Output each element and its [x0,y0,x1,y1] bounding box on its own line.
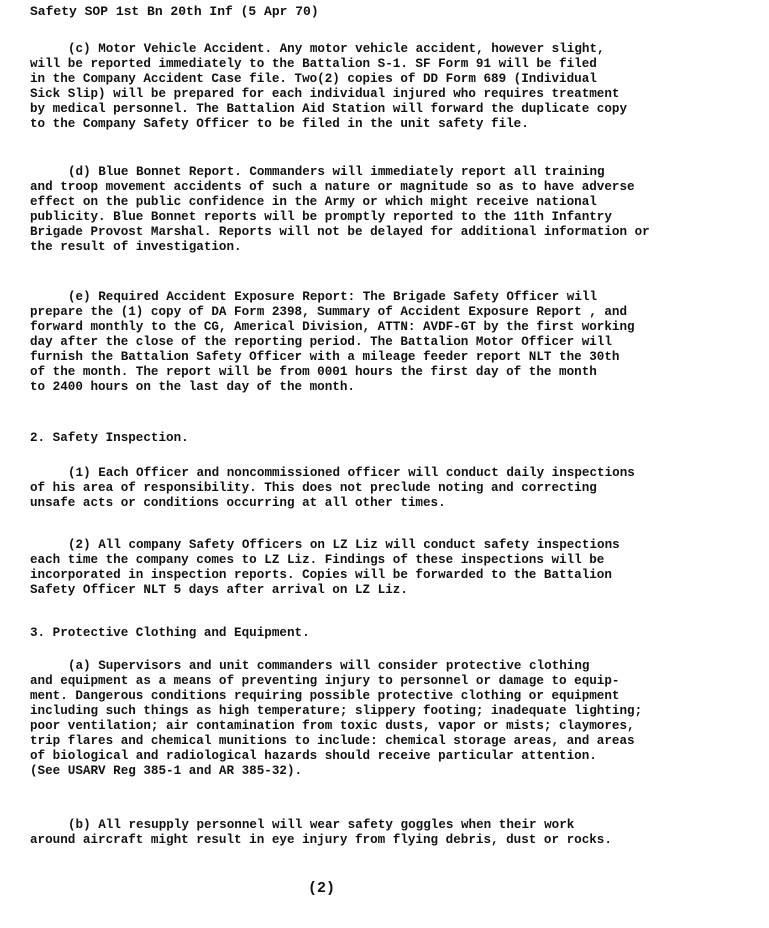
paragraph-line: (a) Supervisors and unit commanders will consider protective clothing [68,659,590,673]
paragraph-line: (1) Each Officer and noncommissioned officer will conduct daily inspections [68,466,635,480]
paragraph-line: incorporated in inspection reports. Copies will be forwarded to the Battalion [30,568,612,582]
paragraph-line: poor ventilation; air contamination from toxic dusts, vapor or mists; claymores, [30,719,635,733]
paragraph-line: of biological and radiological hazards should receive particular attention. [30,749,597,763]
paragraph-line: to 2400 hours on the last day of the month. [30,380,355,394]
paragraph-2-2 [30,538,755,598]
paragraph-line: will be reported immediately to the Battalion S-1. SF Form 91 will be filed [30,57,597,71]
paragraph-d [30,165,755,255]
paragraph-c [30,42,755,132]
section-heading-protective-clothing: 3. Protective Clothing and Equipment. [30,626,310,640]
paragraph-line: furnish the Battalion Safety Officer with a mileage feeder report NLT the 30th [30,350,620,364]
paragraph-line: ment. Dangerous conditions requiring possible protective clothing or equipment [30,689,620,703]
paragraph-line: in the Company Accident Case file. Two(2) copies of DD Form 689 (Individual [30,72,597,86]
paragraph-line: publicity. Blue Bonnet reports will be promptly reported to the 11th Infantry [30,210,612,224]
paragraph-line: including such things as high temperature; slippery footing; inadequate lighting; [30,704,643,718]
paragraph-line: the result of investigation. [30,240,242,254]
paragraph-line: forward monthly to the CG, Americal Division, ATTN: AVDF-GT by the first working [30,320,635,334]
paragraph-line: and troop movement accidents of such a nature or magnitude so as to have adverse [30,180,635,194]
paragraph-line: of the month. The report will be from 0001 hours the first day of the month [30,365,597,379]
paragraph-2-1 [30,466,755,511]
paragraph-line: (See USARV Reg 385-1 and AR 385-32). [30,764,303,778]
paragraph-line: prepare the (1) copy of DA Form 2398, Summary of Accident Exposure Report , and [30,305,628,319]
paragraph-line: unsafe acts or conditions occurring at all other times. [30,496,446,510]
paragraph-line: to the Company Safety Officer to be filed in the unit safety file. [30,117,529,131]
paragraph-line: and equipment as a means of preventing injury to personnel or damage to equip- [30,674,620,688]
paragraph-line: of his area of responsibility. This does not preclude noting and correcting [30,481,597,495]
paragraph-line: (d) Blue Bonnet Report. Commanders will immediately report all training [68,165,605,179]
paragraph-line: by medical personnel. The Battalion Aid Station will forward the duplicate copy [30,102,628,116]
paragraph-line: (b) All resupply personnel will wear safety goggles when their work [68,818,575,832]
paragraph-line: (c) Motor Vehicle Accident. Any motor vehicle accident, however slight, [68,42,605,56]
paragraph-line: effect on the public confidence in the Army or which might receive national [30,195,597,209]
paragraph-line: Brigade Provost Marshal. Reports will not be delayed for additional information or [30,225,650,239]
paragraph-e [30,290,755,395]
paragraph-line: Safety Officer NLT 5 days after arrival on LZ Liz. [30,583,408,597]
paragraph-line: day after the close of the reporting period. The Battalion Motor Officer will [30,335,612,349]
paragraph-line: trip flares and chemical munitions to include: chemical storage areas, and areas [30,734,635,748]
paragraph-line: each time the company comes to LZ Liz. Findings of these inspections will be [30,553,605,567]
paragraph-line: (e) Required Accident Exposure Report: The Brigade Safety Officer will [68,290,598,304]
paragraph-3-b [30,818,755,848]
paragraph-line: (2) All company Safety Officers on LZ Liz will conduct safety inspections [68,538,620,552]
paragraph-line: around aircraft might result in eye injury from flying debris, dust or rocks. [30,833,612,847]
section-heading-safety-inspection: 2. Safety Inspection. [30,431,189,445]
paragraph-line: Sick Slip) will be prepared for each individual injured who requires treatment [30,87,620,101]
page-number: (2) [308,880,336,897]
document-header: Safety SOP 1st Bn 20th Inf (5 Apr 70) [30,4,319,19]
paragraph-3-a [30,659,755,779]
